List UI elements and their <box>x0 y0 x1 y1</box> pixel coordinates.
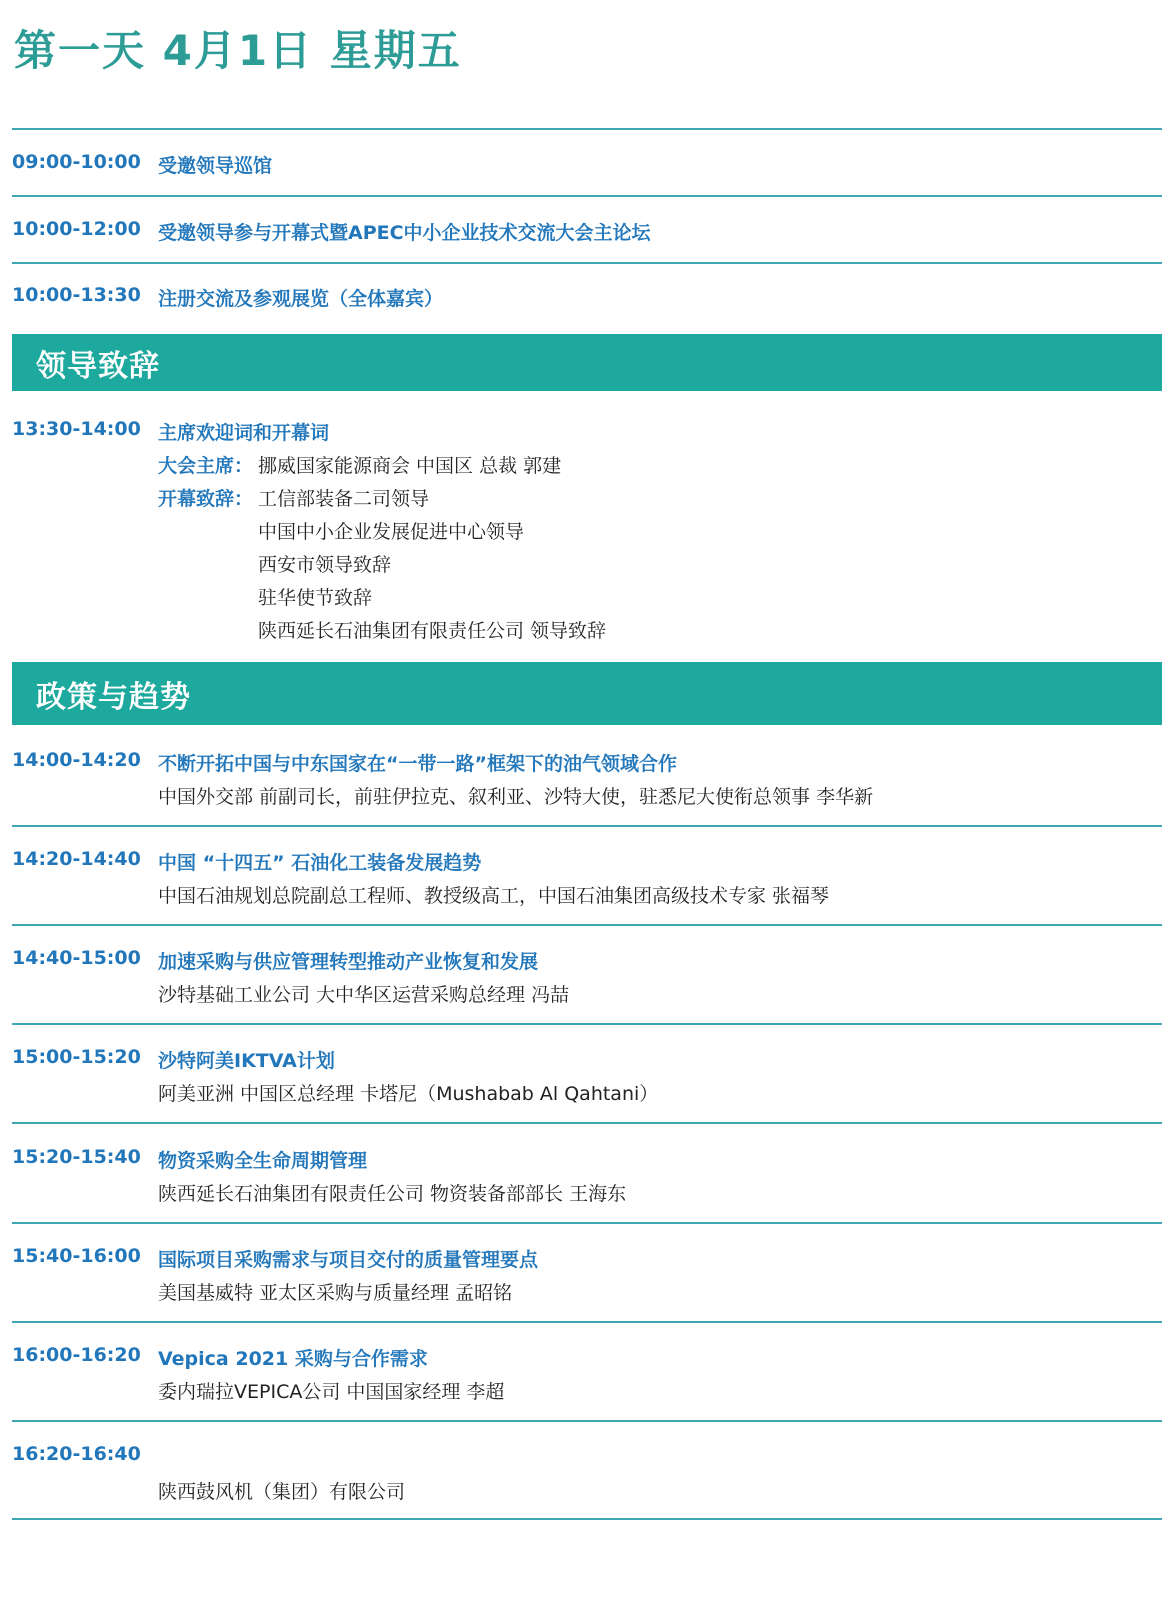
session-time: 16:20-16:40 <box>12 1443 141 1465</box>
session-time: 14:20-14:40 <box>12 848 141 870</box>
divider <box>12 1122 1162 1124</box>
session-title: 中国 “十四五” 石油化工装备发展趋势 <box>158 852 482 874</box>
session-time: 16:00-16:20 <box>12 1344 141 1366</box>
session-speaker: 陕西延长石油集团有限责任公司 物资装备部部长 王海东 <box>158 1183 627 1205</box>
session-time: 14:40-15:00 <box>12 947 141 969</box>
opening-item: 陕西延长石油集团有限责任公司 领导致辞 <box>258 620 607 642</box>
session-title: 不断开拓中国与中东国家在“一带一路”框架下的油气领域合作 <box>158 753 677 775</box>
session-title: 受邀领导参与开幕式暨APEC中小企业技术交流大会主论坛 <box>158 222 651 244</box>
session-title: 沙特阿美IKTVA计划 <box>158 1050 335 1072</box>
session-title: Vepica 2021 采购与合作需求 <box>158 1348 428 1370</box>
chair-label: 大会主席： <box>158 455 254 477</box>
session-title: 国际项目采购需求与项目交付的质量管理要点 <box>158 1249 539 1271</box>
session-speaker: 美国基威特 亚太区采购与质量经理 孟昭铭 <box>158 1282 513 1304</box>
session-time: 09:00-10:00 <box>12 151 141 173</box>
session-speaker: 阿美亚洲 中国区总经理 卡塔尼（Mushabab Al Qahtani） <box>158 1083 659 1105</box>
divider <box>12 825 1162 827</box>
divider <box>12 262 1162 264</box>
session-title: 加速采购与供应管理转型推动产业恢复和发展 <box>158 951 539 973</box>
session-time: 10:00-12:00 <box>12 218 141 240</box>
session-title: 注册交流及参观展览（全体嘉宾） <box>158 288 444 310</box>
divider <box>12 1023 1162 1025</box>
opening-item: 工信部装备二司领导 <box>258 488 430 510</box>
session-title: 受邀领导巡馆 <box>158 155 273 177</box>
session-speaker: 委内瑞拉VEPICA公司 中国国家经理 李超 <box>158 1381 505 1403</box>
session-title: 主席欢迎词和开幕词 <box>158 422 330 444</box>
session-speaker: 中国外交部 前副司长，前驻伊拉克、叙利亚、沙特大使，驻悉尼大使衔总领事 李华新 <box>158 786 874 808</box>
opening-item: 驻华使节致辞 <box>258 587 373 609</box>
session-time: 14:00-14:20 <box>12 749 141 771</box>
session-speaker: 中国石油规划总院副总工程师、教授级高工，中国石油集团高级技术专家 张福琴 <box>158 885 830 907</box>
session-time: 15:00-15:20 <box>12 1046 141 1068</box>
divider <box>12 128 1162 130</box>
opening-item: 西安市领导致辞 <box>258 554 392 576</box>
divider <box>12 1518 1162 1520</box>
section-heading-leaders: 领导致辞 <box>12 334 1162 391</box>
divider <box>12 1222 1162 1224</box>
day-title: 第一天 4月1日 星期五 <box>14 26 462 75</box>
chair-value: 挪威国家能源商会 中国区 总裁 郭建 <box>258 455 562 477</box>
divider <box>12 924 1162 926</box>
section-heading-policy: 政策与趋势 <box>12 662 1162 725</box>
session-time: 13:30-14:00 <box>12 418 141 440</box>
opening-label: 开幕致辞： <box>158 488 254 510</box>
session-time: 15:20-15:40 <box>12 1146 141 1168</box>
divider <box>12 1420 1162 1422</box>
session-time: 15:40-16:00 <box>12 1245 141 1267</box>
session-speaker: 陕西鼓风机（集团）有限公司 <box>158 1481 406 1503</box>
opening-item: 中国中小企业发展促进中心领导 <box>258 521 525 543</box>
session-speaker: 沙特基础工业公司 大中华区运营采购总经理 冯喆 <box>158 984 570 1006</box>
divider <box>12 195 1162 197</box>
session-title: 物资采购全生命周期管理 <box>158 1150 368 1172</box>
session-time: 10:00-13:30 <box>12 284 141 306</box>
divider <box>12 1321 1162 1323</box>
